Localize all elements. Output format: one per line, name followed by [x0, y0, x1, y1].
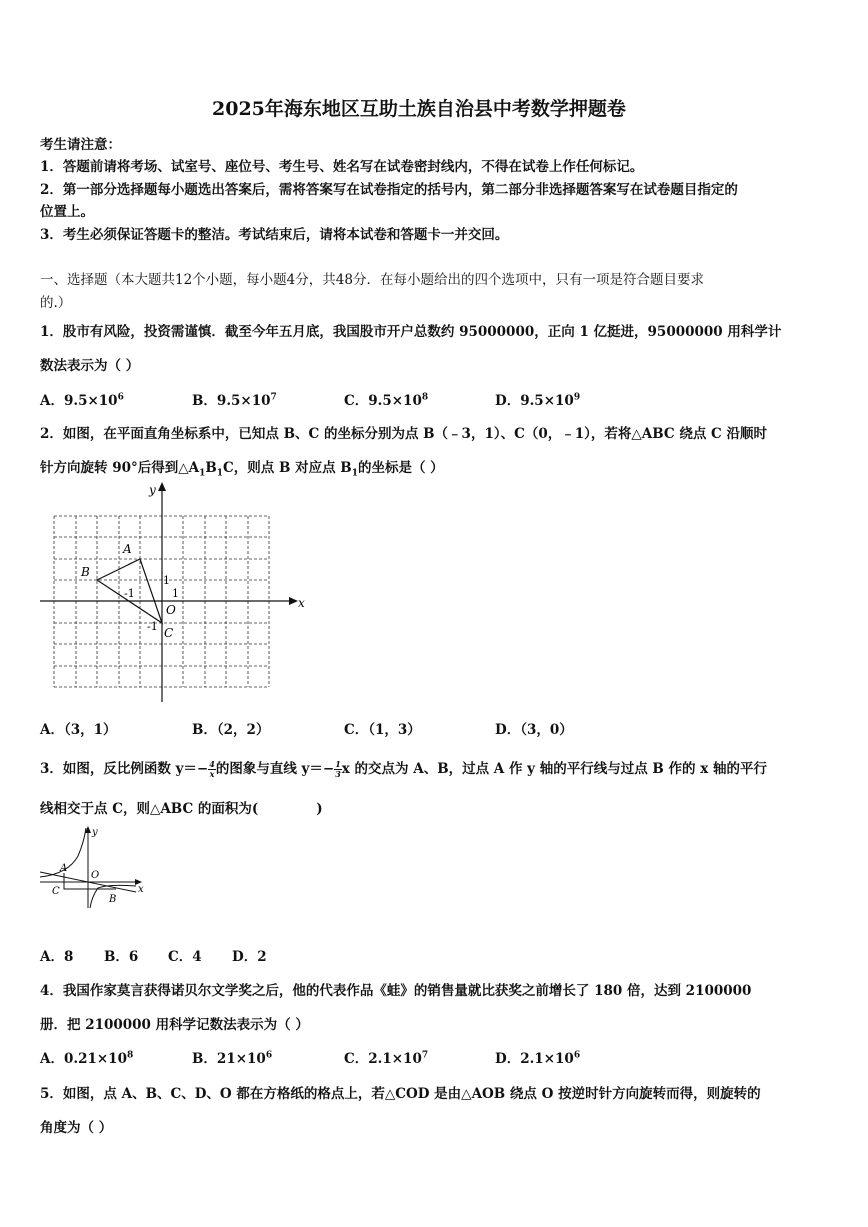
q3-label-a: A: [60, 863, 68, 874]
q2-option-b[interactable]: B．（2，2）: [192, 722, 270, 738]
q2-label-y: y: [149, 483, 156, 497]
q3-label-b: B: [109, 894, 117, 905]
q5-stem-cont: 角度为（ ）: [40, 1120, 113, 1136]
q2-option-a[interactable]: A．（3，1）: [40, 722, 117, 738]
q2-stem: 2．如图，在平面直角坐标系中，已知点 B、C 的坐标分别为点 B（﹣3，1）、C（0，﹣1），若将△ABC 绕点 C 沿顺时: [40, 426, 767, 442]
q2-tick-neg1-x: -1: [124, 587, 135, 600]
q3-fraction-4-over-x: $\frac{4}{x}$: [209, 759, 215, 779]
q1-stem-cont: 数法表示为（ ）: [40, 358, 140, 374]
q3-option-d[interactable]: D．2: [232, 949, 267, 965]
q1-option-a[interactable]: A．$9.5\times 10^6$: [40, 392, 124, 409]
section-heading-cont: 的.）: [40, 295, 72, 311]
q2-y-axis-arrow: [158, 482, 166, 491]
q3-label-y: y: [92, 827, 98, 838]
q2-x-axis-arrow: [289, 597, 298, 605]
q3-label-c: C: [52, 886, 60, 897]
notice-item-1: 1．答题前请将考场、试室号、座位号、考生号、姓名写在试卷密封线内，不得在试卷上作任何标记。: [40, 159, 644, 175]
q2-stem-cont: 针方向旋转 90°后得到$\triangle A_1B_1C$，则点 B 对应点 $B_1$的坐标是（ ）: [40, 460, 444, 479]
q4-option-d[interactable]: D．$2.1\times 10^6$: [495, 1050, 581, 1067]
q4-option-c[interactable]: C．$2.1\times 10^7$: [344, 1050, 429, 1067]
q4-option-b[interactable]: B．$21\times 10^6$: [192, 1050, 273, 1067]
q3-label-o: O: [91, 870, 100, 881]
q2-figure: [36, 480, 311, 705]
q2-label-c: C: [164, 626, 174, 640]
section-heading: 一、选择题（本大题共12个小题，每小题4分，共48分．在每小题给出的四个选项中，只有一项是符合题目要求: [40, 272, 704, 288]
q2-tick-1-y: 1: [163, 574, 170, 587]
q2-label-b: B: [81, 565, 90, 579]
notice-item-3: 3．考生必须保证答题卡的整洁。考试结束后，请将本试卷和答题卡一并交回。: [40, 227, 509, 243]
q2-label-o: O: [166, 603, 176, 617]
q1-stem: 1．股市有风险，投资需谨慎．截至今年五月底，我国股市开户总数约 95000000，正向 1 亿挺进，95000000 用科学计: [40, 324, 782, 340]
q4-option-a[interactable]: A．$0.21\times 10^8$: [40, 1050, 134, 1067]
q3-option-c[interactable]: C．4: [168, 949, 202, 965]
q2-tick-neg1-y: -1: [147, 620, 158, 633]
q3-option-b[interactable]: B．6: [104, 949, 139, 965]
q2-tick-1-x: 1: [172, 587, 179, 600]
q1-option-d[interactable]: D．$9.5\times 10^9$: [495, 392, 581, 409]
notice-heading: 考生请注意：: [40, 137, 121, 153]
q1-option-c[interactable]: C．$9.5\times 10^8$: [344, 392, 429, 409]
q2-option-c[interactable]: C．（1，3）: [344, 722, 421, 738]
q3-label-x: x: [138, 884, 144, 895]
q2-option-d[interactable]: D．（3，0）: [495, 722, 573, 738]
q3-figure: [38, 822, 150, 910]
notice-item-2: 2．第一部分选择题每小题选出答案后，需将答案写在试卷指定的括号内，第二部分非选择题答案写在试卷题目指定的: [40, 182, 738, 198]
q4-stem-cont: 册．把 2100000 用科学记数法表示为（ ）: [40, 1017, 309, 1033]
q3-option-a[interactable]: A．8: [40, 949, 74, 965]
q4-stem: 4．我国作家莫言获得诺贝尔文学奖之后，他的代表作品《蛙》的销售量就比获奖之前增长了 180 倍，达到 2100000: [40, 983, 752, 999]
q1-option-b[interactable]: B．$9.5\times 10^7$: [192, 392, 277, 409]
q5-stem: 5．如图，点 A、B、C、D、O 都在方格纸的格点上，若△COD 是由△AOB 绕点 O 按逆时针方向旋转而得，则旋转的: [40, 1086, 761, 1102]
page-title: 2025年海东地区互助土族自治县中考数学押题卷: [212, 98, 626, 120]
q3-stem-cont: 线相交于点 C，则△ABC 的面积为( ): [40, 801, 323, 817]
q2-label-x: x: [298, 596, 305, 610]
notice-item-2-cont: 位置上。: [40, 204, 94, 220]
q2-label-a: A: [123, 542, 132, 556]
q3-stem: 3．如图，反比例函数 y＝− $\frac{4}{x}$ 的图象与直线 y＝− $\frac{1}{3}$ x 的交点为 A、B，过点 A 作 y 轴的平行线与过点 B 作的 x 轴的平行: [40, 759, 767, 779]
q3-fraction-1-over-3: $\frac{1}{3}$: [335, 759, 341, 779]
